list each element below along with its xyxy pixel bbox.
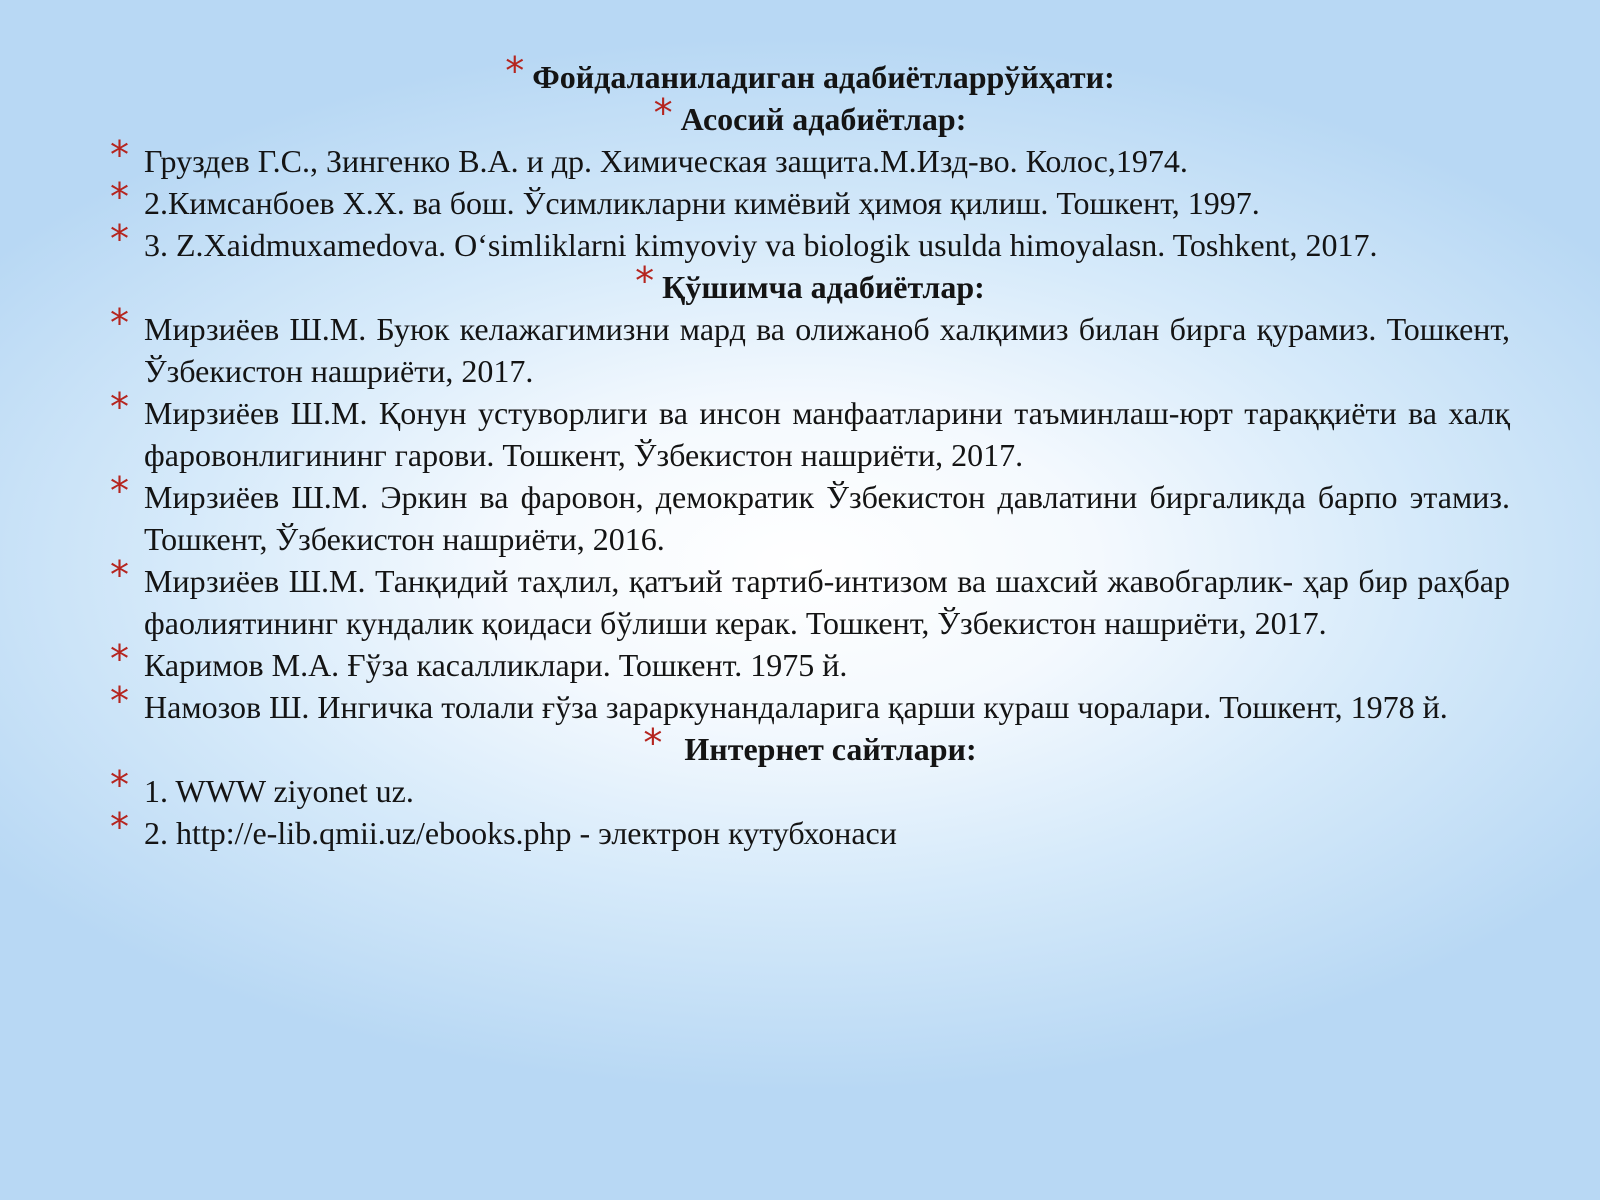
section-heading-internet [110,721,1510,770]
asterisk-bullet-icon: * [110,469,129,513]
list-item-text: Мирзиёев Ш.М. Қонун устуворлиги ва инсон манфаатларини таъминлаш-юрт тараққиёти ва халқ фаровонлигининг гарови. Тошкент, Ўзбекистон нашриёти, 2017. [144,395,1510,473]
asterisk-bullet-icon: * [110,133,129,177]
list-item-text: Мирзиёев Ш.М. Буюк келажагимизни мард ва олижаноб халқимиз билан бирга қурамиз. Тошкент, Ўзбекистон нашриёти, 2017. [144,311,1510,389]
bibliography [110,49,1510,854]
list-item [110,133,1510,182]
section-heading-text: Қўшимча адабиётлар: [662,269,985,305]
section-heading-text: Интернет сайтлари: [684,731,977,767]
list-item [110,637,1510,686]
asterisk-bullet-icon: * [110,679,129,723]
asterisk-bullet-icon: * [110,637,129,681]
asterisk-bullet-icon: * [635,259,655,303]
list-item-text: 1. WWW ziyonet uz. [144,773,414,809]
list-item-text: Намозов Ш. Ингичка толали ғўза зараркунандаларига қарши кураш чоралари. Тошкент, 1978 й. [144,689,1448,725]
list-item [110,763,1510,812]
section-heading-additional [110,259,1510,308]
section-heading-main [110,91,1510,140]
asterisk-bullet-icon: * [110,805,129,849]
asterisk-bullet-icon: * [110,301,129,345]
asterisk-bullet-icon: * [110,175,129,219]
list-item [110,805,1510,854]
title-text: Фойдаланиладиган адабиётларрўйҳати: [532,59,1115,95]
list-item-text: 2.Кимсанбоев Х.Х. ва бош. Ўсимликларни кимёвий ҳимоя қилиш. Тошкент, 1997. [144,185,1260,221]
asterisk-bullet-icon: * [653,91,673,135]
list-item [110,217,1510,266]
list-item-text: Каримов М.А. Ғўза касалликлари. Тошкент. 1975 й. [144,647,848,683]
list-item-text: Груздев Г.С., Зингенко В.А. и др. Химическая защита.М.Изд-во. Колос,1974. [144,143,1188,179]
asterisk-bullet-icon: * [110,385,129,429]
asterisk-bullet-icon: * [643,721,663,765]
asterisk-bullet-icon: * [110,763,129,807]
list-item [110,469,1510,560]
asterisk-bullet-icon: * [110,217,129,261]
list-item-link: 2. http://e-lib.qmii.uz/ebooks.php - электрон кутубхонаси [144,815,897,851]
asterisk-bullet-icon: * [505,49,525,93]
list-item [110,553,1510,644]
list-item-text: 3. Z.Xaidmuxamedova. O‘simliklarni kimyoviy va biologik usulda himoyalasn. Toshkent, 2017. [144,227,1378,263]
bibliography-title [110,49,1510,98]
list-item [110,301,1510,392]
list-item-text: Мирзиёев Ш.М. Танқидий таҳлил, қатъий тартиб-интизом ва шахсий жавобгарлик- ҳар бир раҳбар фаолиятининг кундалик қоидаси бўлиши керак. Тошкент, Ўзбекистон нашриёти, 2017. [144,563,1510,641]
list-item [110,385,1510,476]
list-item [110,679,1510,728]
asterisk-bullet-icon: * [110,553,129,597]
list-item [110,175,1510,224]
section-heading-text: Асосий адабиётлар: [680,101,967,137]
list-item-text: Мирзиёев Ш.М. Эркин ва фаровон, демократик Ўзбекистон давлатини биргаликда барпо этамиз. Тошкент, Ўзбекистон нашриёти, 2016. [144,479,1510,557]
